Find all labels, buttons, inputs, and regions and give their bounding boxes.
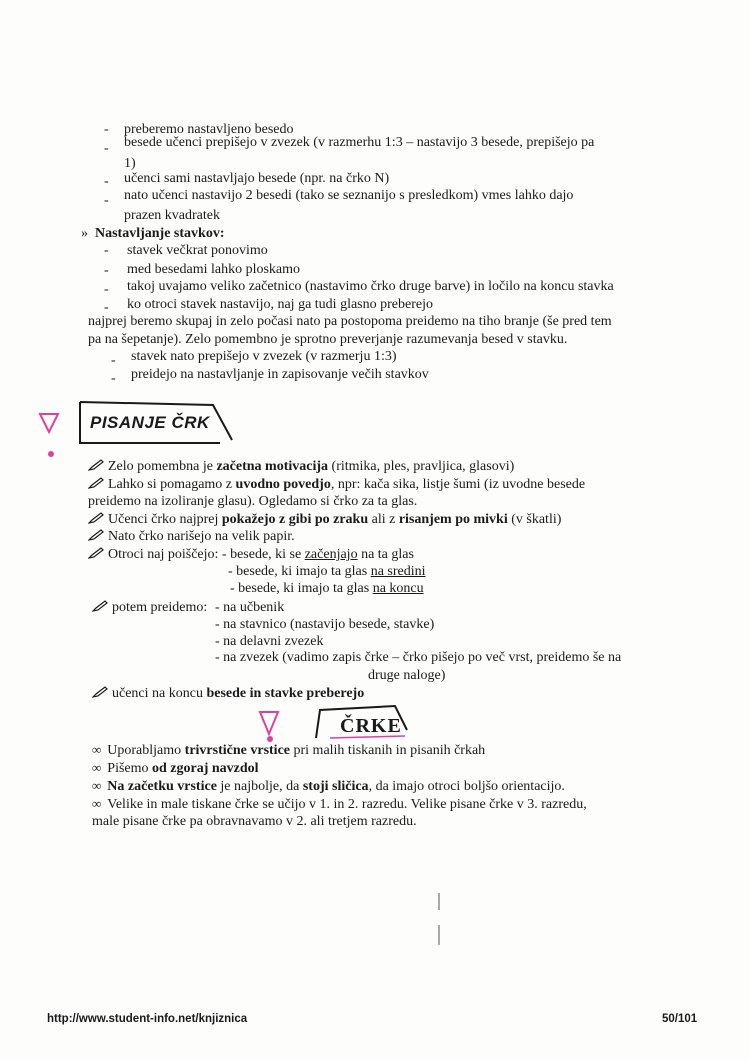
nastavljanje-title: Nastavljanje stavkov: [95,226,225,241]
pisanje-l4b: pokažejo z gibi po zraku [221,512,369,527]
pisanje-line-5 [88,528,295,546]
crke-line-5: male pisane črke pa obravnavamo v 2. ali tretjem razredu. [92,814,417,829]
dash-bullet: - [104,122,109,137]
list1-item-4: nato učenci nastavijo 2 besedi (tako se seznanijo s presledkom) vmes lahko dajo [124,188,574,203]
pisanje-heading: PISANJE ČRK [90,413,210,432]
nastavljanje-item-4: ko otroci stavek nastavijo, naj ga tudi glasno preberejo [127,297,433,312]
list1-item-2-cont: 1) [124,156,136,171]
exclamation-mark-pink-2 [260,712,278,734]
crke-r2b: od zgoraj navzdol [152,761,259,776]
pisanje-l4e: (v škatli) [507,512,562,527]
pencil-icon [92,686,108,698]
crke-line-3 [92,777,565,796]
pisanje-l1c: (ritmika, ples, pravljica, glasovi) [328,459,515,474]
pisanje-l2c: , npr: kača sika, listje šumi (iz uvodne besede [330,477,586,492]
pencil-icon [88,459,104,471]
pisanje-l4c: ali z [368,512,399,527]
pisanje-line-3: preidemo na izoliranje glasu). Ogledamo si črko za ta glas. [88,494,418,509]
nastavljanje-item-1: stavek večkrat ponovimo [127,243,268,258]
dash-bullet: - [111,371,116,386]
pisanje-l14a: učenci na koncu [112,686,207,701]
crke-r4: Velike in male tiskane črke se učijo v 1. in 2. razredu. Velike pisane črke v 3. razredu, [107,797,587,812]
pisanje-line-7 [228,563,426,581]
list1-item-2: besede učenci prepišejo v zvezek (v razmerhu 1:3 – nastavijo 3 besede, prepišejo pa [124,135,595,150]
pisanje-l8a: - besede, ki imajo ta glas [230,581,373,596]
pisanje-l1b: začetna motivacija [216,459,329,474]
pisanje-line-11: - na delavni zvezek [215,634,324,649]
nastavljanje-item-5: stavek nato prepišejo v zvezek (v razmerju 1:3) [131,349,397,364]
exclamation-dot-pink-1 [48,451,54,457]
pisanje-l5: Nato črko narišejo na velik papir. [108,529,295,544]
pisanje-l9a: potem preidemo: [112,600,208,615]
crke-r3b: je najbolje, da [216,779,303,794]
crke-r1a: Uporabljamo [107,743,185,758]
pisanje-l2b: uvodno povedjo [235,477,331,492]
nastavljanje-para-1: najprej beremo skupaj in zelo počasi nato pa postopoma preidemo na tiho branje (še pred tem [88,314,612,329]
pencil-icon [88,547,104,559]
nastavljanje-item-3: takoj uvajamo veliko začetnico (nastavimo črko druge barve) in ločilo na koncu stavka [127,279,614,294]
pisanje-l8b: na koncu [372,581,424,596]
pisanje-line-4 [88,511,561,529]
pisanje-l2a: Lahko si pomagamo z [108,477,236,492]
dash-bullet: - [104,282,109,297]
pisanje-line-9 [92,599,207,617]
pisanje-line-12: - na zvezek (vadimo zapis črke – črko pišejo po več vrst, preidemo še na [215,650,622,665]
pisanje-line-8 [230,580,424,598]
dash-bullet: - [104,193,109,208]
pisanje-l4d: risanjem po mivki [398,512,508,527]
pencil-icon [88,477,104,489]
pisanje-line-14 [92,685,364,703]
pisanje-l1a: Zelo pomembna je [108,459,217,474]
section-marker: » [81,226,88,241]
list1-item-1: preberemo nastavljeno besedo [124,122,294,137]
pisanje-line-2 [88,476,585,494]
footer-page-number: 50/101 [662,1013,698,1025]
list1-item-4-cont: prazen kvadratek [124,208,220,223]
scroll-bullet-icon: ∞ [92,796,102,811]
nastavljanje-item-6: preidejo na nastavljanje in zapisovanje večih stavkov [131,367,429,382]
crke-r3d: , da imajo otroci boljšo orientacijo. [368,779,565,794]
pencil-icon [92,600,108,612]
dash-bullet: - [104,300,109,315]
pisanje-line-13: druge naloge) [368,668,446,683]
pisanje-l6a: Otroci naj poiščejo: - besede, ki se [108,547,305,562]
scroll-bullet-icon: ∞ [92,742,102,757]
exclamation-mark-pink-1 [40,414,58,432]
pisanje-l6b: začenjajo [304,547,358,562]
dash-bullet: - [111,353,116,368]
pisanje-line-1 [88,458,514,476]
crke-r2a: Pišemo [107,761,153,776]
pisanje-l7a: - besede, ki imajo ta glas [228,564,371,579]
crke-r3a: Na začetku vrstice [107,779,217,794]
dash-bullet: - [104,243,109,258]
pisanje-line-6 [88,546,414,564]
footer-url-link[interactable]: http://www.student-info.net/knjiznica [47,1013,248,1025]
list1-item-3: učenci sami nastavljajo besede (npr. na črko N) [124,171,390,186]
scroll-bullet-icon: ∞ [92,760,102,775]
crke-r1c: pri malih tiskanih in pisanih črkah [290,743,486,758]
crke-line-1 [92,741,485,760]
crke-r1b: trivrstične vrstice [184,743,290,758]
scroll-bullet-icon: ∞ [92,778,102,793]
dash-bullet: - [104,263,109,278]
pisanje-l7b: na sredini [370,564,426,579]
nastavljanje-item-2: med besedami lahko ploskamo [127,262,301,277]
crke-line-4 [92,795,587,814]
pisanje-l6c: na ta glas [357,547,414,562]
pisanje-l14b: besede in stavke preberejo [206,686,365,701]
pisanje-l4a: Učenci črko najprej [108,512,222,527]
pencil-icon [88,529,104,541]
dash-bullet: - [104,174,109,189]
crke-r3c: stoji sličica [302,779,369,794]
pisanje-line-10: - na stavnico (nastavijo besede, stavke) [215,617,435,632]
crke-heading: ČRKE [340,715,402,737]
crke-line-2 [92,759,259,778]
pisanje-line-9b: - na učbenik [215,600,285,615]
nastavljanje-para-2: pa na šepetanje). Zelo pomembno je sprotno preverjanje razumevanja besed v stavku. [88,332,568,347]
pencil-icon [88,512,104,524]
dash-bullet: - [104,141,109,156]
